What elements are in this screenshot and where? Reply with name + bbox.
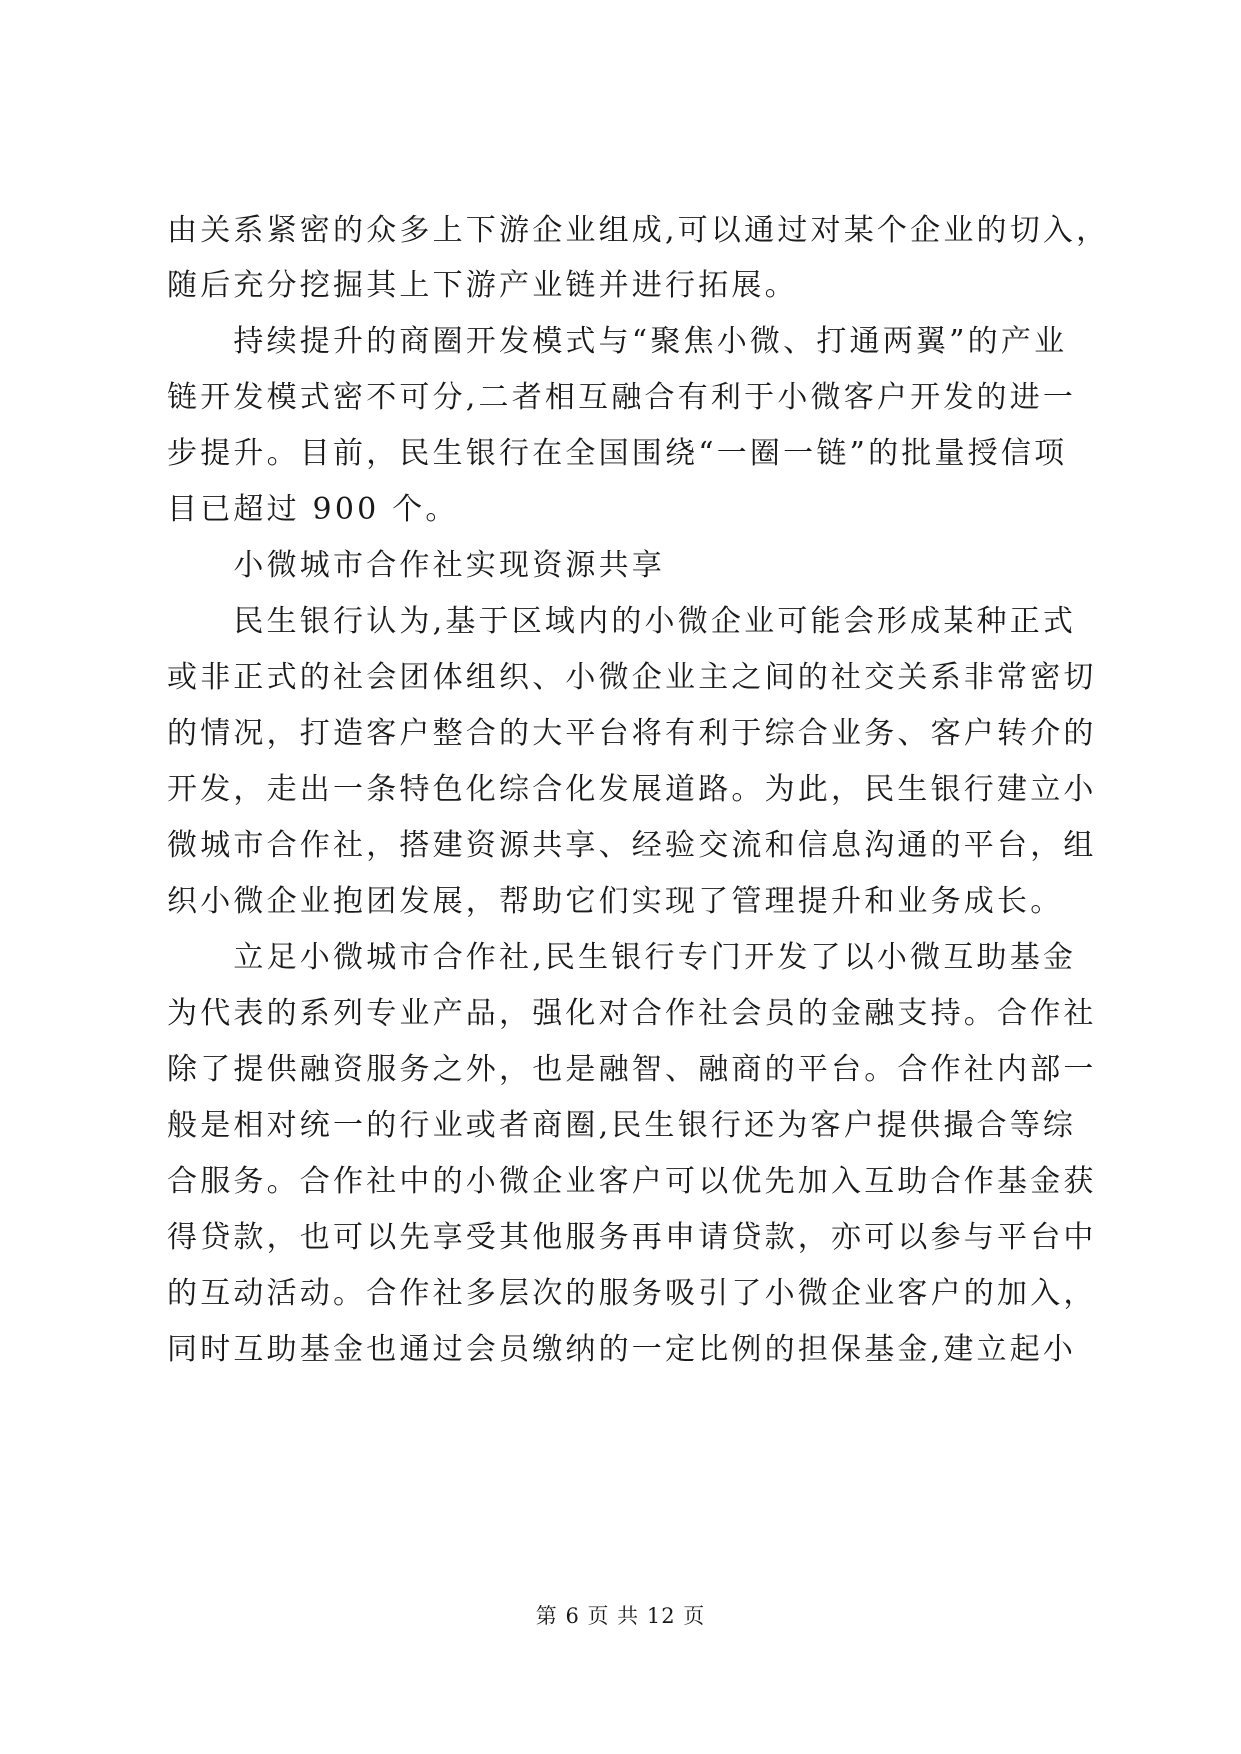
body-text-line: 随后充分挖掘其上下游产业链并进行拓展。 xyxy=(167,268,798,303)
body-text-line: 民生银行认为,基于区域内的小微企业可能会形成某种正式 xyxy=(167,604,1077,639)
body-text-line: 般是相对统一的行业或者商圈,民生银行还为客户提供撮合等综 xyxy=(167,1108,1077,1143)
body-text-line: 的情况，打造客户整合的大平台将有利于综合业务、客户转介的 xyxy=(167,716,1097,751)
section-heading: 小微城市合作社实现资源共享 xyxy=(167,548,665,583)
body-text-line: 织小微企业抱团发展，帮助它们实现了管理提升和业务成长。 xyxy=(167,884,1064,919)
body-text-line: 开发，走出一条特色化综合化发展道路。为此，民生银行建立小 xyxy=(167,772,1097,807)
page-number-footer: 第 6 页 共 12 页 xyxy=(535,1604,706,1628)
body-text-line: 的互动活动。合作社多层次的服务吸引了小微企业客户的加入， xyxy=(167,1276,1097,1311)
body-text-line: 链开发模式密不可分,二者相互融合有利于小微客户开发的进一 xyxy=(167,380,1077,415)
body-text-line: 步提升。目前，民生银行在全国围绕“一圈一链”的批量授信项 xyxy=(167,436,1068,471)
body-text-line: 目已超过 900 个。 xyxy=(167,492,459,527)
body-text-line: 由关系紧密的众多上下游企业组成,可以通过对某个企业的切入， xyxy=(167,213,1110,248)
body-text-line: 同时互助基金也通过会员缴纳的一定比例的担保基金,建立起小 xyxy=(167,1332,1077,1367)
body-text-line: 立足小微城市合作社,民生银行专门开发了以小微互助基金 xyxy=(167,940,1077,975)
body-text-line: 除了提供融资服务之外，也是融智、融商的平台。合作社内部一 xyxy=(167,1052,1097,1087)
body-text-line: 合服务。合作社中的小微企业客户可以优先加入互助合作基金获 xyxy=(167,1164,1097,1199)
body-text-line: 持续提升的商圈开发模式与“聚焦小微、打通两翼”的产业 xyxy=(167,324,1068,359)
body-text-line: 为代表的系列专业产品，强化对合作社会员的金融支持。合作社 xyxy=(167,996,1097,1031)
body-text-line: 微城市合作社，搭建资源共享、经验交流和信息沟通的平台，组 xyxy=(167,828,1097,863)
body-text-line: 或非正式的社会团体组织、小微企业主之间的社交关系非常密切 xyxy=(167,660,1097,695)
body-text-line: 得贷款，也可以先享受其他服务再申请贷款，亦可以参与平台中 xyxy=(167,1220,1097,1255)
